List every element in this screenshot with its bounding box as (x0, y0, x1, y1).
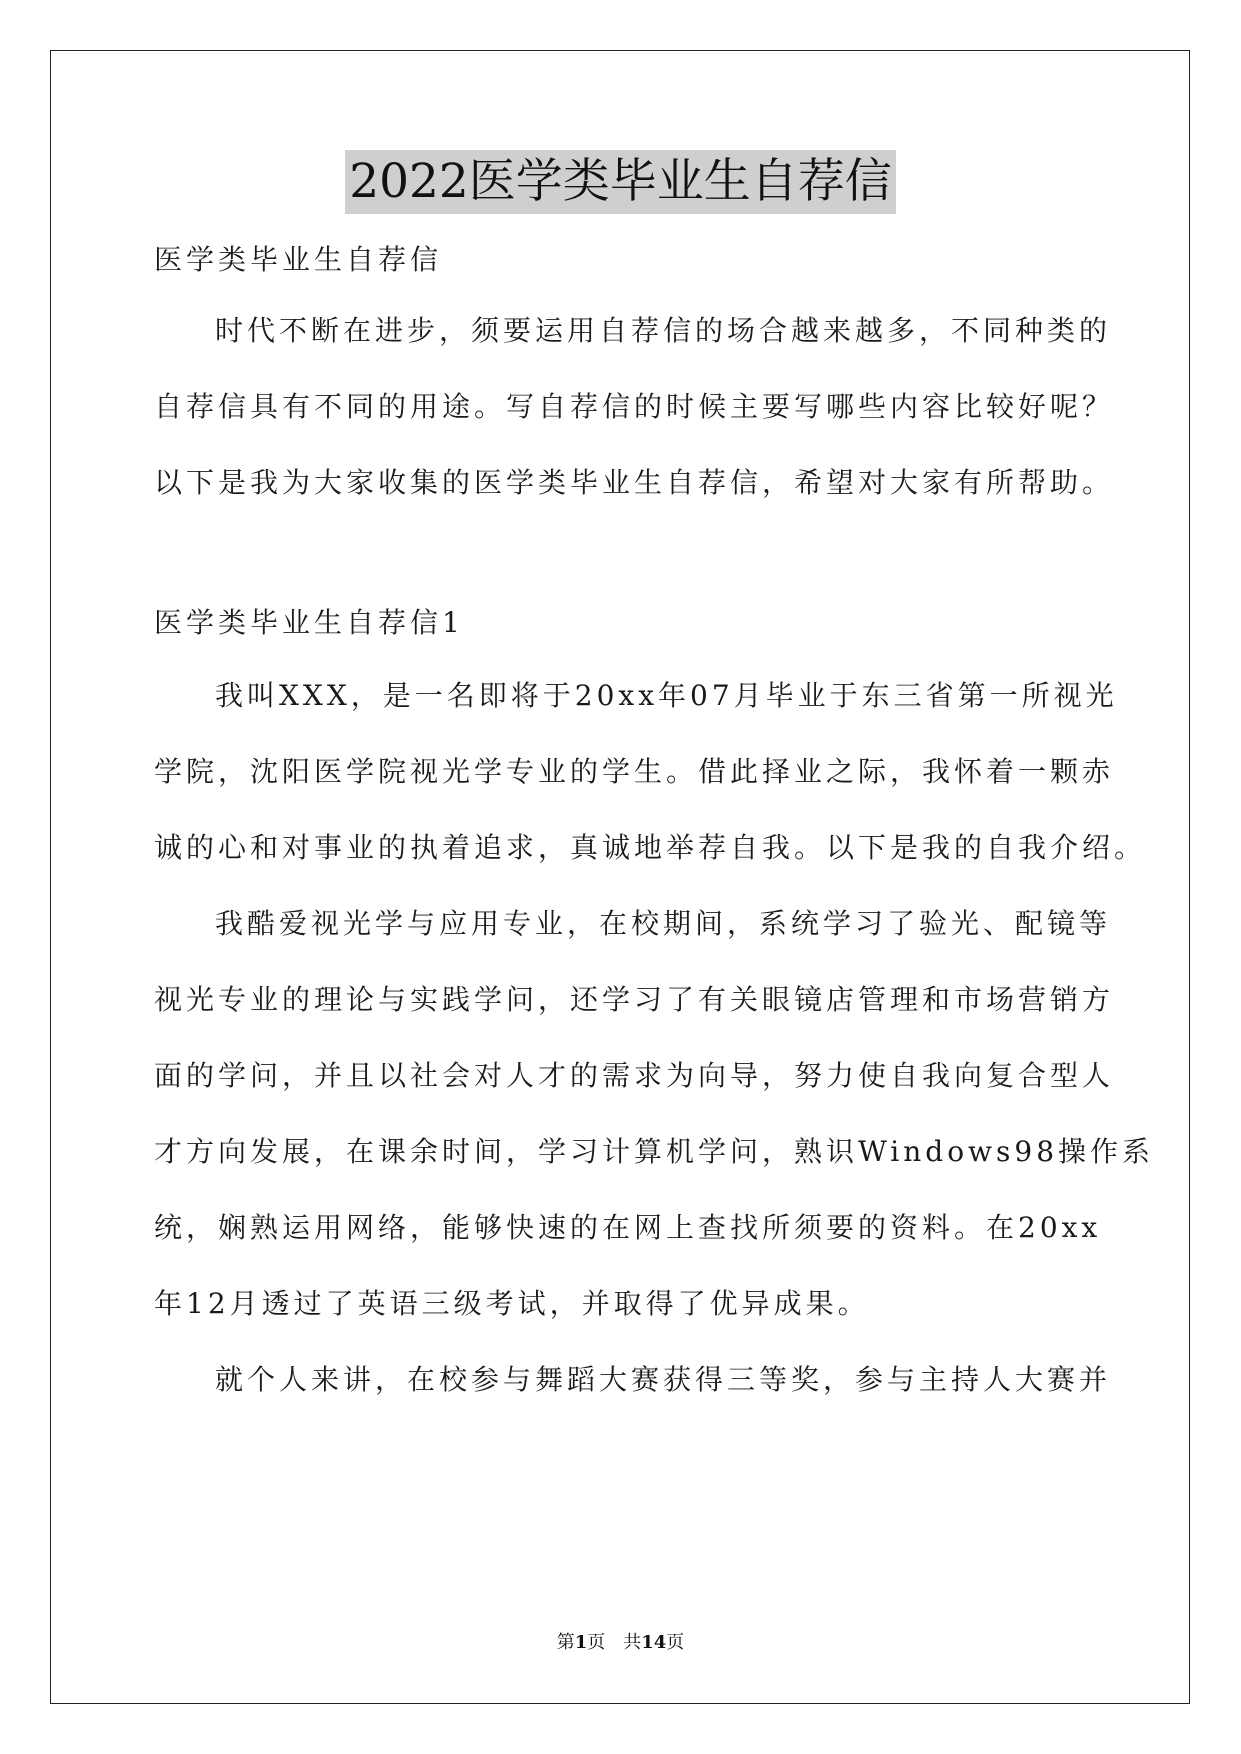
paragraph-line: 我酷爱视光学与应用专业，在校期间，系统学习了验光、配镜等 (215, 907, 1112, 940)
footer-page-prefix: 第 (556, 1632, 575, 1653)
paragraph-line: 我叫XXX，是一名即将于20xx年07月毕业于东三省第一所视光 (215, 679, 1118, 712)
paragraph-line: 面的学问，并且以社会对人才的需求为向导，努力使自我向复合型人 (154, 1059, 1115, 1092)
footer-page-total: 14 (641, 1632, 667, 1653)
page-border (50, 50, 1190, 1704)
paragraph-line: 统，娴熟运用网络，能够快速的在网上查找所须要的资料。在20xx (154, 1211, 1102, 1244)
footer-page-suffix: 页 (666, 1632, 685, 1653)
paragraph-line: 学院，沈阳医学院视光学专业的学生。借此择业之际，我怀着一颗赤 (154, 755, 1115, 788)
section-heading: 医学类毕业生自荐信1 (154, 606, 464, 639)
footer-page-current: 1 (574, 1632, 588, 1653)
section-heading: 医学类毕业生自荐信 (154, 243, 443, 276)
paragraph-line: 就个人来讲，在校参与舞蹈大赛获得三等奖，参与主持人大赛并 (215, 1363, 1112, 1396)
paragraph-line: 年12月透过了英语三级考试，并取得了优异成果。 (154, 1287, 870, 1320)
paragraph-line: 诚的心和对事业的执着追求，真诚地举荐自我。以下是我的自我介绍。 (154, 831, 1147, 864)
footer-page-middle: 页 共 (587, 1632, 642, 1653)
paragraph-line: 时代不断在进步，须要运用自荐信的场合越来越多，不同种类的 (215, 314, 1112, 347)
page-footer (0, 1628, 1241, 1654)
title-container (0, 150, 1241, 214)
paragraph-line: 自荐信具有不同的用途。写自荐信的时候主要写哪些内容比较好呢？ (154, 390, 1115, 423)
paragraph-line: 才方向发展，在课余时间，学习计算机学问，熟识Windows98操作系 (154, 1135, 1155, 1168)
document-title: 2022医学类毕业生自荐信 (345, 150, 896, 214)
paragraph-line: 以下是我为大家收集的医学类毕业生自荐信，希望对大家有所帮助。 (154, 466, 1115, 499)
paragraph-line: 视光专业的理论与实践学问，还学习了有关眼镜店管理和市场营销方 (154, 983, 1115, 1016)
